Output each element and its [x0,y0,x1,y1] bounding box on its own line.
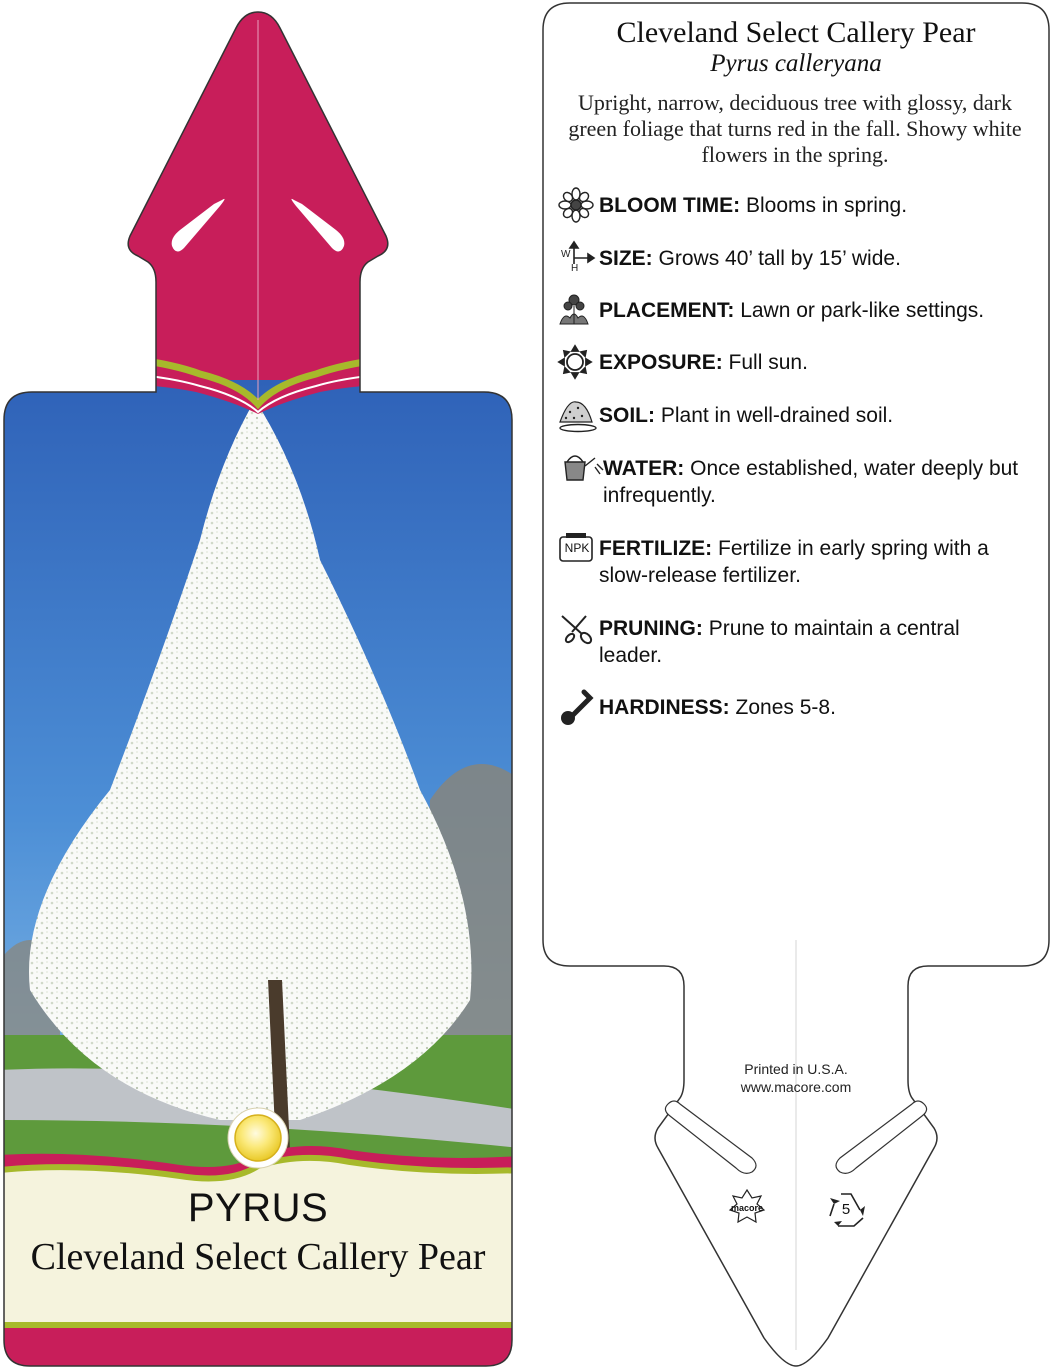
back-latin-name: Pyrus calleryana [710,50,882,77]
care-label: EXPOSURE: [599,351,723,374]
printer-website: www.macore.com [740,1079,852,1095]
care-label: FERTILIZE: [599,537,713,560]
care-soil [599,402,1029,429]
care-label: SIZE: [599,247,653,270]
tree-photo [0,380,520,1185]
full-sun-icon [228,1108,288,1168]
printed-info [690,1060,902,1096]
care-text: Prune to maintain a central leader. [599,617,960,667]
back-description: Upright, narrow, deciduous tree with glossy, dark green foliage that turns red in the fall. Showy white flowers in the spring. [568,90,1022,167]
care-text: Zones 5-8. [735,696,836,719]
size-icon-height-letter: H [571,263,579,274]
size-icon-width-letter: W [561,249,571,260]
back-title: Cleveland Select Callery Pear [616,16,976,49]
care-exposure [599,349,1029,376]
front-common-name: Cleveland Select Callery Pear [30,1236,486,1278]
care-pruning [599,615,999,669]
care-label: BLOOM TIME: [599,194,741,217]
care-text: Lawn or park-like settings. [740,299,985,322]
care-size [599,245,1029,272]
macore-logo-text: macore [730,1203,764,1213]
care-text: Blooms in spring. [746,194,908,217]
care-water [603,455,1021,509]
printed-country: Printed in U.S.A. [744,1061,848,1077]
front-genus-name: PYRUS [187,1186,329,1230]
care-label: PLACEMENT: [599,299,735,322]
recycle-code: 5 [841,1201,851,1218]
care-hardiness [599,694,1029,721]
care-label: WATER: [603,457,685,480]
care-placement [599,297,1029,324]
care-text: Plant in well-drained soil. [660,404,894,427]
care-text: Once established, water deeply but infrequently. [603,457,1019,507]
care-fertilize [599,535,1029,589]
care-bloom-time [599,192,1029,219]
care-text: Full sun. [728,351,808,374]
care-label: SOIL: [599,404,655,427]
care-label: HARDINESS: [599,696,730,719]
care-text: Fertilize in early spring with a slow-release fertilizer. [599,537,989,587]
care-label: PRUNING: [599,617,703,640]
npk-label: NPK [564,541,590,555]
care-text: Grows 40’ tall by 15’ wide. [658,247,901,270]
